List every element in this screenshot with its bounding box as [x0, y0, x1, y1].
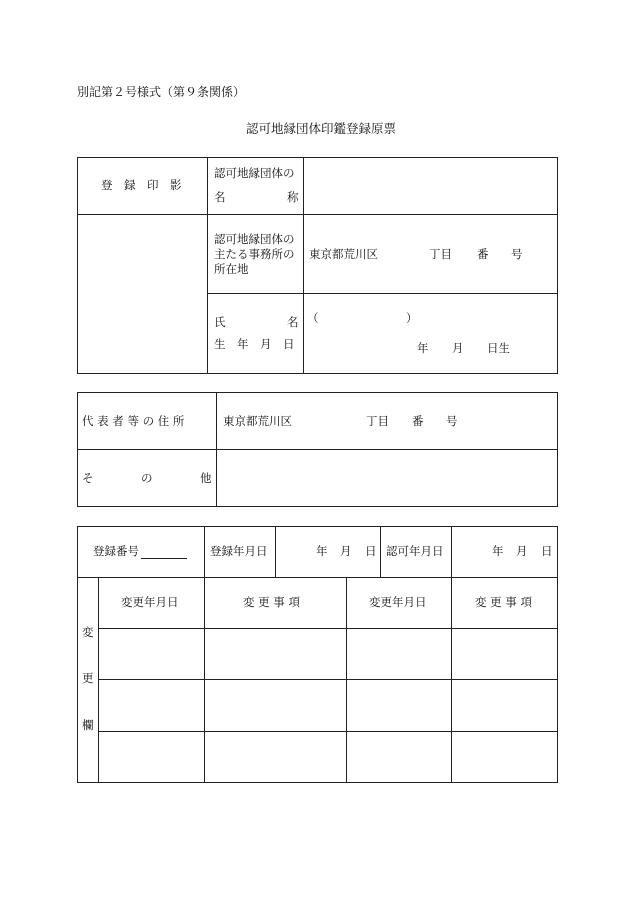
rep-address-label: 代 表 者 等 の 住 所: [82, 414, 185, 428]
registration-number-label: 登録番号: [93, 544, 139, 558]
change-cell[interactable]: [206, 630, 345, 678]
name-birth-field[interactable]: [305, 295, 556, 372]
change-cell[interactable]: [100, 681, 203, 730]
approval-date-label: 認可年月日: [386, 544, 444, 558]
office-label-line2: 主たる事務所の: [214, 247, 295, 261]
change-cell[interactable]: [206, 681, 345, 730]
change-cell[interactable]: [348, 630, 450, 678]
app-nen: 年: [492, 544, 504, 558]
change-cell[interactable]: [453, 733, 556, 781]
change-cell[interactable]: [453, 681, 556, 730]
rep-ban: 番: [412, 414, 424, 428]
office-label-line3: 所在地: [214, 262, 249, 276]
other-field[interactable]: [218, 451, 556, 505]
change-col-date-1: 変更年月日: [121, 595, 179, 609]
birth-tsuki: 月: [452, 341, 464, 355]
name-label-mei: 名: [287, 315, 299, 329]
org-name-label-line1: 認可地縁団体の: [214, 166, 295, 180]
reg-nen: 年: [316, 544, 328, 558]
office-chome: 丁目: [429, 247, 452, 261]
reg-tsuki: 月: [340, 544, 352, 558]
registration-date-field[interactable]: [277, 528, 379, 576]
rep-address-field[interactable]: [218, 394, 556, 448]
paren-close: ）: [406, 311, 418, 325]
registration-number-field[interactable]: [79, 528, 203, 576]
registration-date-label: 登録年月日: [210, 544, 268, 558]
change-cell[interactable]: [453, 630, 556, 678]
org-name-field[interactable]: [305, 159, 556, 213]
change-cell[interactable]: [348, 681, 450, 730]
birth-nichi: 日生: [487, 341, 510, 355]
change-side-hen: 変: [82, 625, 94, 639]
rep-go: 号: [446, 414, 458, 428]
name-label-shi: 氏: [214, 315, 226, 329]
approval-date-field[interactable]: [453, 528, 556, 576]
rep-chome: 丁目: [366, 414, 389, 428]
change-cell[interactable]: [348, 733, 450, 781]
form-number: 別記第２号様式（第９条関係）: [77, 85, 246, 99]
app-nichi: 日: [541, 544, 553, 558]
birth-date-label: 生 年 月 日: [214, 337, 295, 351]
paren-open: （: [307, 311, 319, 325]
other-label-ta: 他: [200, 471, 212, 485]
change-side-ko: 更: [82, 671, 94, 685]
office-label-line1: 認可地縁団体の: [214, 232, 295, 246]
registration-number-underline: [141, 558, 187, 559]
change-cell[interactable]: [100, 630, 203, 678]
app-tsuki: 月: [516, 544, 528, 558]
other-label-so: そ: [82, 471, 94, 485]
page-title: 認可地縁団体印鑑登録原票: [246, 121, 397, 136]
office-address-field[interactable]: [305, 216, 556, 292]
seal-impression-label: 登 録 印 影: [101, 178, 182, 192]
birth-nen: 年: [417, 341, 429, 355]
change-side-ran: 欄: [82, 718, 94, 732]
other-label-no: の: [141, 471, 153, 485]
org-name-label-mei: 名: [214, 190, 226, 204]
org-name-label-sho: 称: [287, 190, 299, 204]
office-ban: 番: [477, 247, 489, 261]
seal-impression-area[interactable]: [79, 216, 205, 372]
rep-city: 東京都荒川区: [223, 414, 292, 428]
office-go: 号: [511, 247, 523, 261]
change-col-date-2: 変更年月日: [369, 595, 427, 609]
change-cell[interactable]: [100, 733, 203, 781]
change-col-item-1: 変 更 事 項: [243, 595, 300, 609]
reg-nichi: 日: [365, 544, 377, 558]
change-col-item-2: 変 更 事 項: [475, 595, 532, 609]
office-city: 東京都荒川区: [309, 247, 378, 261]
change-cell[interactable]: [206, 733, 345, 781]
